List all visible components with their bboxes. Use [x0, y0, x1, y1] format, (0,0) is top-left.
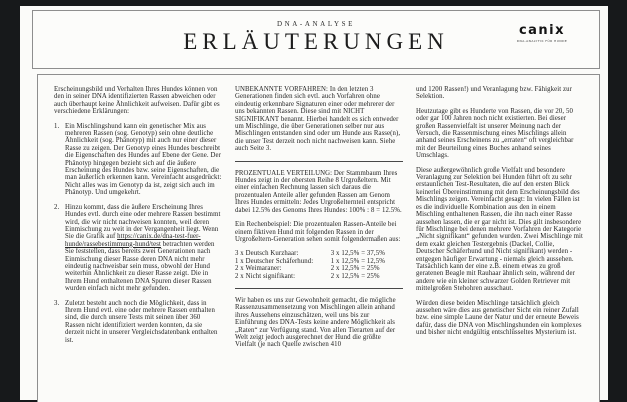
percentage-distribution-paragraph: PROZENTUALE VERTEILUNG: Der Stammbaum Ihres Hundes zeigt in der obersten Reihe 8 Urgroßeltern. Mit einer einfachen Rechnung lassen sich daraus die prozentualen Anteile aller gefunden Rassen am Genom Ihres Hundes ermitteln: Jedes Urgroßelternteil entspricht dabei 12.5% des Genoms Ihres Hundes: 100% : 8 = 12.5%. [235, 169, 402, 214]
text-columns [38, 75, 599, 356]
guessing-habit-paragraph: Wir haben es uns zur Gewohnheit gemacht, die mögliche Rassenzusammensetzung von Mischlingen allein anhand ihres Aussehens einzuschätzen, weil uns bis zur Einführung des DNA-Tests keine andere Möglichkeit als „Raten“ zur Verfügung stand. Von allen Tierarten auf der Welt zeigt jedoch ausgerechnet der Hund die größte Vielfalt (je nach Quelle zwischen 410 [235, 296, 396, 349]
list-item [54, 204, 222, 293]
example-intro-paragraph: Ein Rechenbeispiel: Die prozentualen Rassen-Anteile bei einem fiktiven Hund mit folgenden Rassen in der Urgroßeltern-Generation sehen somit folgendermaßen aus: [235, 221, 401, 243]
list-item-number: 1. [54, 122, 60, 130]
table-cell-calculation: 2 x 12,5% = 25% [330, 265, 380, 273]
table-cell-calculation: 1 x 12,5% = 12,5% [330, 257, 385, 265]
table-row [235, 273, 403, 280]
list-item-number: 3. [54, 299, 60, 307]
table-cell-breed: 2 x Nicht signifikant: [235, 272, 296, 280]
brand-logo-text: canix [518, 23, 566, 38]
selection-paragraph: und 1200 Rassen!) und Veranlagung bzw. Fähigkeit zur Selektion. [416, 86, 573, 101]
document-page [20, 6, 608, 400]
table-cell-breed: 2 x Weimaraner: [235, 265, 282, 273]
table-cell-calculation: 2 x 12,5% = 25% [330, 272, 380, 280]
document-header [32, 10, 600, 69]
list-item-text [65, 204, 222, 293]
page-title: ERLÄUTERUNGEN [183, 29, 449, 54]
list-item-text: Zuletzt besteht auch noch die Möglichkeit, dass in Ihrem Hund evtl. eine oder mehrere Rassen enthalten sind, die durch unsere Tests mit seinen über 360 Rassen nicht identifiziert werden konnten, da sie derzeit nicht in unserer Vergleichsdatenbank enthalten ist. [65, 299, 218, 344]
section-divider [235, 288, 403, 289]
table-cell-calculation: 3 x 12,5% = 37,5% [330, 250, 385, 258]
table-row [235, 265, 403, 272]
list-item-text-before-link: Hinzu kommt, dass die äußere Erscheinung Ihres Hundes evtl. durch eine oder mehrere Rassen bestimmt wird, die wir nicht nachweisen konnten, weil deren Einmischung zu weit in der Vergangenheit liegt. Wenn Sie die Grafik auf [65, 203, 221, 241]
canix-test-link[interactable]: https://canix.de/dna-test-fuer-hunde/rassebestimmung-hund/test [65, 233, 201, 248]
table-row [235, 250, 403, 257]
unknown-ancestors-paragraph: UNBEKANNTE VORFAHREN: In den letzten 3 Generationen finden sich evtl. auch Vorfahren ohne eindeutig erkennbare Signaturen einer oder mehrerer der uns bekannten Rassen. Diese sind mit NICHT SIGNIFIKANT benannt. Hierbei handelt es sich entweder um Mischlinge, die über Generationen selber nur aus Mischlingen entstanden sind oder um Hunde aus Rasse(n), die unser Test derzeit noch nicht nachweisen kann. Siehe auch Seite 3. [235, 86, 401, 153]
section-divider [235, 161, 403, 162]
column-1 [54, 86, 222, 356]
list-item-text: Ein Mischlingshund kann ein genetischer Mix aus mehreren Rassen (sog. Genotyp) sein ohne deutliche Ähnlichkeit (sog. Phänotyp) mit auch nur einer dieser Rasse zu zeigen. Der Genotyp eines Hundes beschreibt die Eigenschaften des Hundes auf Ebene der Gene. Der Phänotyp hingegen bezieht sich auf die äußere Erscheinung des Hundes bzw. seine Eigenschaften, die man äußerlich erkennen kann. Vereinfacht ausgedrückt: Nicht alles was im Genotyp da ist, zeigt sich auch im Phänotyp. Und umgekehrt. [65, 122, 222, 197]
table-row [235, 258, 403, 265]
list-item-number: 2. [54, 203, 60, 211]
col1-intro-paragraph: Erscheinungsbild und Verhalten Ihres Hundes können von den in seiner DNA identifizierten Rassen abweichen oder auch überhaupt keine Ähnlichkeit aufweisen. Dafür gibt es verschiedene Erklärungen: [54, 86, 220, 116]
brand-logo-tagline: DNA-ANALYTIK FÜR HUNDE [516, 38, 568, 43]
list-item [54, 300, 222, 344]
list-item [54, 123, 222, 197]
table-cell-breed: 1 x Deutscher Schäferhund: [235, 257, 314, 265]
percentage-table [235, 250, 403, 280]
mystery-paragraph: Würden diese beiden Mischlinge tatsächlich gleich aussehen wäre dies aus genetischer Sicht ein reiner Zufall bzw. eine simple Laune der Natur und der erneute Beweis dafür, dass die DNA von Mischlingshunden ein komplexes und bisher nicht endgültig entschlüsseltes Mysterium ist. [416, 299, 582, 337]
breed-variety-paragraph: Heutzutage gibt es Hunderte von Rassen, die vor 20, 50 oder gar 100 Jahren noch nicht existierten. Bei dieser großen Rassenvielfalt ist unserer Meinung nach der Versuch, die Rassenmischung eines Mischlings allein anhand seines Erscheinens zu „erraten“ oft vergleichbar mit der Beurteilung eines Buches anhand seines Umschlags. [416, 107, 574, 160]
column-3 [416, 86, 584, 356]
list-item-text-after-link: betrachten werden Sie feststellen, dass bereits zwei Generationen nach Einmischung dieser Rasse deren DNA nicht mehr eindeutig nachweisbar sein muss, obwohl der Hund weiterhin Ähnlichkeit zu dieser Rasse zeigt. Die in Ihrem Hund enthaltenen DNA Spuren dieser Rassen wurden einfach nicht mehr gefunden. [65, 240, 215, 293]
test-results-paragraph: Diese außergewöhnlich große Vielfalt und besondere Veranlagung zur Selektion bei Hunden führt oft zu sehr erstaunlichen Test-Resultaten, die auf den ersten Blick keinerlei Übereinstimmung mit dem Erscheinungsbild des Mischlings zeigen. Vereinfacht gesagt: In vielen Fällen ist es die individuelle Kombination aus den in einem Mischling enthaltenen Rassen, die ihn nach einer Rasse aussehen lassen, die er gar nicht ist. Dies gilt insbesondere für Mischlinge bei denen mehrere Vorfahren der Kategorie „Nicht signifikant“ gefunden wurden. Zwei Mischlinge mit dem exakt gleichen Testergebnis (Dackel, Collie, Deutscher Schäferhund und Nicht signifikant) werden - entgegen häufiger Erwartung - niemals gleich aussehen. Tatsächlich kann der eine z.B. einem etwas zu groß geratenen Beagle mit Rauhaar ähnlich sein, während der andere wie ein kleiner schwarzer Golden Retriever mit mittelgroßen Stehohren ausschaut. [416, 166, 583, 293]
header-kicker: DNA-ANALYSE [276, 20, 356, 28]
brand-logo [505, 24, 579, 43]
column-2 [235, 86, 403, 356]
document-body-frame [37, 74, 600, 402]
table-cell-breed: 3 x Deutsch Kurzhaar: [235, 250, 299, 258]
